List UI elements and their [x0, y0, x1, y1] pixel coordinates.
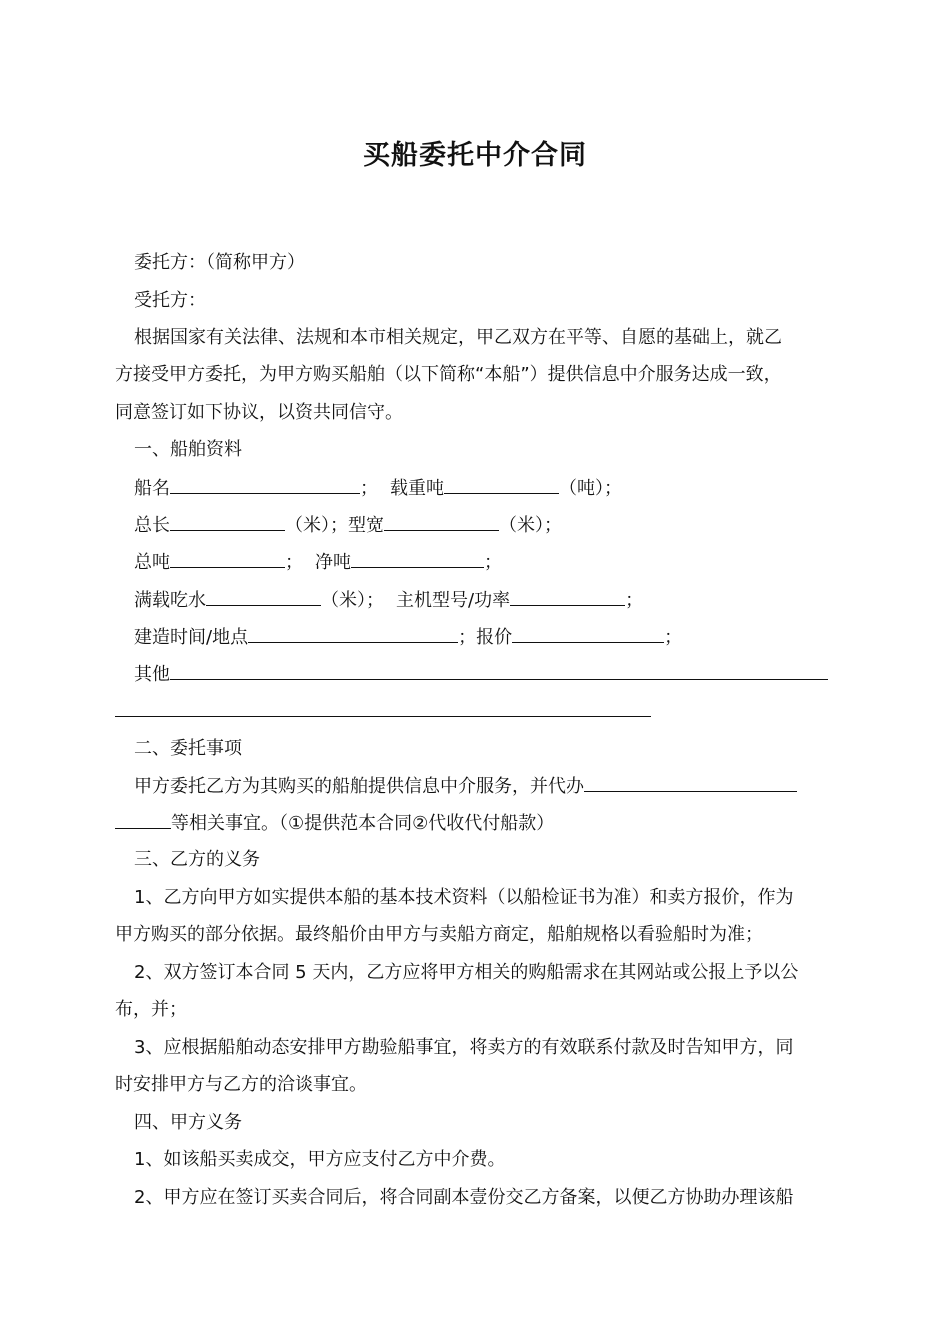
agent-duty-line-4: 布，并；: [115, 999, 187, 1020]
engine-blank[interactable]: [510, 587, 625, 606]
agent-duty-line-2: 甲方购买的部分依据。最终船价由甲方与卖船方商定，船舶规格以看验船时为准；: [115, 924, 763, 945]
ship-row-other-continued: [115, 698, 651, 725]
semicolon: ；: [458, 627, 477, 648]
semicolon: ；: [285, 552, 303, 573]
section-heading-ship-info: 一、船舶资料: [134, 439, 242, 460]
ship-row-gross-net: [134, 549, 502, 576]
beam-blank[interactable]: [384, 512, 499, 531]
ship-name-label: 船名: [134, 478, 170, 499]
dwt-blank[interactable]: [444, 475, 559, 494]
ship-row-built-price: [134, 624, 682, 651]
engine-label: 主机型号/功率: [396, 590, 511, 611]
price-label: 报价: [476, 627, 513, 648]
gross-label: 总吨: [134, 552, 170, 573]
gross-blank[interactable]: [170, 549, 285, 568]
preamble-line-3: 同意签订如下协议，以资共同信守。: [115, 402, 403, 423]
draft-blank[interactable]: [206, 587, 321, 606]
ship-row-other: [134, 661, 828, 688]
entrust-text-1: 甲方委托乙方为其购买的船舶提供信息中介服务，并代办: [134, 776, 584, 797]
ship-row-length-beam: [134, 512, 562, 539]
client-duty-line-2: 2、甲方应在签订买卖合同后，将合同副本壹份交乙方备案，以便乙方协助办理该船: [134, 1187, 794, 1208]
length-blank[interactable]: [170, 512, 285, 531]
semicolon: ；: [664, 627, 683, 648]
semicolon: ；: [360, 478, 378, 499]
agent-party-line: 受托方：: [134, 290, 206, 311]
document-title: 买船委托中介合同: [363, 140, 587, 171]
agent-duty-line-5: 3、应根据船舶动态安排甲方勘验船事宜，将卖方的有效联系付款及时告知甲方，同: [134, 1037, 794, 1058]
ship-row-draft-engine: [134, 587, 643, 614]
price-blank[interactable]: [512, 624, 664, 643]
agent-duty-line-1: 1、乙方向甲方如实提供本船的基本技术资料（以船检证书为准）和卖方报价，作为: [134, 887, 794, 908]
dwt-unit: （吨）；: [559, 478, 622, 499]
client-party-line: 委托方：（简称甲方）: [134, 252, 305, 273]
draft-unit: （米）；: [321, 590, 384, 611]
built-label: 建造时间/地点: [134, 627, 249, 648]
entrust-line-2: [115, 810, 554, 837]
preamble-line-2: 方接受甲方委托，为甲方购买船舶（以下简称“本船”）提供信息中介服务达成一致，: [115, 364, 782, 385]
other-blank-continued[interactable]: [115, 698, 651, 717]
draft-label: 满载吃水: [134, 590, 206, 611]
other-label: 其他: [134, 664, 170, 685]
beam-unit: （米）；: [499, 515, 562, 536]
entrust-line-1: [134, 773, 797, 800]
beam-label: 型宽: [348, 515, 384, 536]
net-label: 净吨: [315, 552, 351, 573]
agent-duty-line-6: 时安排甲方与乙方的洽谈事宜。: [115, 1074, 367, 1095]
ship-name-blank[interactable]: [170, 475, 360, 494]
client-duty-line-1: 1、如该船买卖成交，甲方应支付乙方中介费。: [134, 1149, 506, 1170]
built-blank[interactable]: [248, 624, 458, 643]
length-unit: （米）；: [285, 515, 348, 536]
entrust-blank[interactable]: [584, 773, 797, 792]
preamble-line-1: 根据国家有关法律、法规和本市相关规定，甲乙双方在平等、自愿的基础上，就乙: [134, 327, 782, 348]
entrust-text-2: 等相关事宜。（①提供范本合同②代收代付船款）: [171, 813, 555, 834]
agent-duty-line-3: 2、双方签订本合同 5 天内，乙方应将甲方相关的购船需求在其网站或公报上予以公: [134, 962, 799, 983]
length-label: 总长: [134, 515, 170, 536]
ship-row-name-dwt: [134, 475, 622, 502]
section-heading-entrust: 二、委托事项: [134, 738, 242, 759]
section-heading-agent-duties: 三、乙方的义务: [134, 849, 260, 870]
semicolon: ；: [484, 552, 502, 573]
entrust-blank-continued[interactable]: [115, 810, 171, 829]
net-blank[interactable]: [351, 549, 484, 568]
other-blank[interactable]: [170, 661, 828, 680]
section-heading-client-duties: 四、甲方义务: [134, 1112, 242, 1133]
dwt-label: 载重吨: [390, 478, 444, 499]
semicolon: ；: [625, 590, 644, 611]
